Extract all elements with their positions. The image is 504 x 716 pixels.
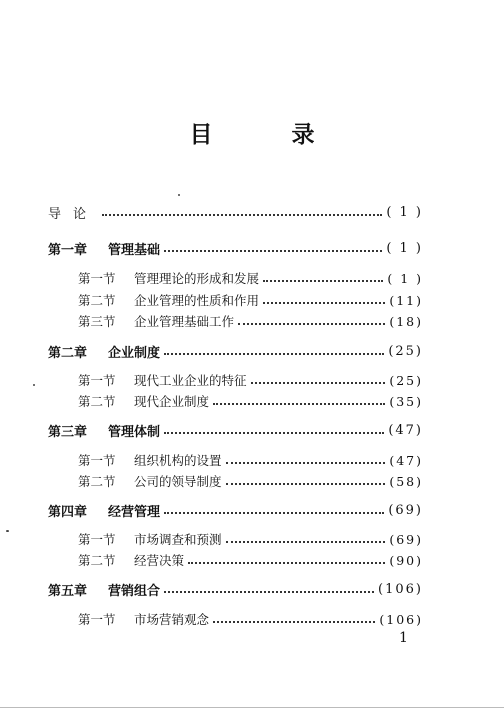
entry-title: 管理体制 [108, 424, 161, 440]
entry-label [78, 551, 184, 569]
entry-label [78, 291, 259, 309]
entry-number: 第一节 [78, 612, 116, 627]
entry-title: 组织机构的设置 [134, 453, 222, 468]
entry-page-number: (47) [388, 422, 423, 438]
entry-page-number: (11) [389, 292, 423, 308]
scan-speck [6, 530, 9, 532]
toc-chapter-entry [48, 579, 423, 599]
entry-title: 企业制度 [108, 345, 161, 361]
entry-label [78, 472, 222, 490]
toc-section-entry [78, 471, 423, 491]
toc-section-entry [78, 290, 423, 310]
dot-leader [164, 431, 384, 434]
entry-page-number: (106) [378, 581, 423, 597]
entry-label [48, 501, 160, 520]
toc-intro-entry [48, 202, 423, 222]
entry-page-number: (58) [389, 473, 423, 489]
dot-leader [263, 301, 385, 304]
toc-section-entry [78, 529, 423, 549]
toc-title: 目 录 [189, 122, 343, 148]
entry-page-number: ( 1 ) [386, 240, 423, 256]
dot-leader [226, 461, 386, 464]
entry-title: 市场营销观念 [134, 612, 210, 627]
entry-page-number: (69) [388, 502, 423, 518]
dot-leader [164, 590, 374, 593]
entry-number: 第五章 [48, 583, 88, 599]
entry-number: 第三节 [78, 314, 116, 329]
entry-page-number: (106) [379, 611, 423, 627]
toc-section-entry [78, 311, 423, 331]
toc-chapter-entry [48, 420, 423, 440]
scan-speck [33, 384, 35, 386]
entry-page-number: (69) [389, 531, 423, 547]
dot-leader [226, 482, 386, 485]
entry-label [78, 269, 259, 287]
entry-label [48, 421, 160, 440]
dot-leader [226, 540, 386, 543]
toc-chapter-entry [48, 238, 423, 258]
entry-number: 第一节 [78, 271, 116, 286]
scan-edge-line [0, 707, 504, 708]
toc-section-entry [78, 391, 423, 411]
toc-chapter-entry [48, 341, 423, 361]
entry-label [48, 203, 98, 222]
dot-leader [164, 511, 384, 514]
dot-leader [251, 381, 386, 384]
entry-number: 第一节 [78, 453, 116, 468]
dot-leader [188, 561, 385, 564]
entry-page-number: (35) [389, 393, 423, 409]
dot-leader [102, 213, 382, 216]
entry-number: 导论 [48, 206, 99, 222]
dot-leader [213, 402, 385, 405]
dot-leader [164, 352, 384, 355]
toc-section-entry [78, 450, 423, 470]
entry-label [78, 451, 222, 469]
entry-page-number: ( 1 ) [387, 270, 423, 286]
dot-leader [213, 620, 375, 623]
entry-label [78, 610, 209, 628]
entry-label [48, 342, 160, 361]
entry-page-number: (25) [389, 372, 423, 388]
entry-number: 第二节 [78, 474, 116, 489]
toc-section-entry [78, 268, 423, 288]
entry-title: 管理理论的形成和发展 [134, 271, 260, 286]
entry-title: 企业管理基础工作 [134, 314, 235, 329]
entry-number: 第一节 [78, 373, 116, 388]
entry-page-number: (90) [389, 552, 423, 568]
dot-leader [263, 279, 383, 282]
entry-number: 第二章 [48, 345, 88, 361]
entry-label [78, 392, 209, 410]
entry-page-number: ( 1 ) [386, 204, 423, 220]
entry-number: 第二节 [78, 293, 116, 308]
entry-title: 营销组合 [108, 583, 161, 599]
entry-page-number: (25) [388, 343, 423, 359]
entry-number: 第二节 [78, 394, 116, 409]
entry-number: 第三章 [48, 424, 88, 440]
toc-section-entry [78, 609, 423, 629]
entry-label [78, 371, 247, 389]
entry-title: 经营管理 [108, 504, 161, 520]
page-number: 1 [399, 630, 408, 646]
toc-section-entry [78, 550, 423, 570]
entry-title: 市场调查和预测 [134, 532, 222, 547]
entry-number: 第一章 [48, 242, 88, 258]
entry-title: 经营决策 [134, 553, 185, 568]
entry-page-number: (18) [389, 313, 423, 329]
entry-label [78, 312, 234, 330]
entry-label [78, 530, 222, 548]
scan-speck [178, 194, 180, 196]
entry-number: 第二节 [78, 553, 116, 568]
toc-chapter-entry [48, 500, 423, 520]
entry-label [48, 239, 160, 258]
dot-leader [238, 322, 385, 325]
entry-title: 现代企业制度 [134, 394, 210, 409]
entry-title: 公司的领导制度 [134, 474, 222, 489]
entry-number: 第四章 [48, 504, 88, 520]
entry-page-number: (47) [389, 452, 423, 468]
entry-title: 现代工业企业的特征 [134, 373, 247, 388]
entry-title: 管理基础 [108, 242, 161, 258]
entry-title: 企业管理的性质和作用 [134, 293, 260, 308]
dot-leader [164, 249, 382, 252]
entry-number: 第一节 [78, 532, 116, 547]
toc-section-entry [78, 370, 423, 390]
entry-label [48, 580, 160, 599]
